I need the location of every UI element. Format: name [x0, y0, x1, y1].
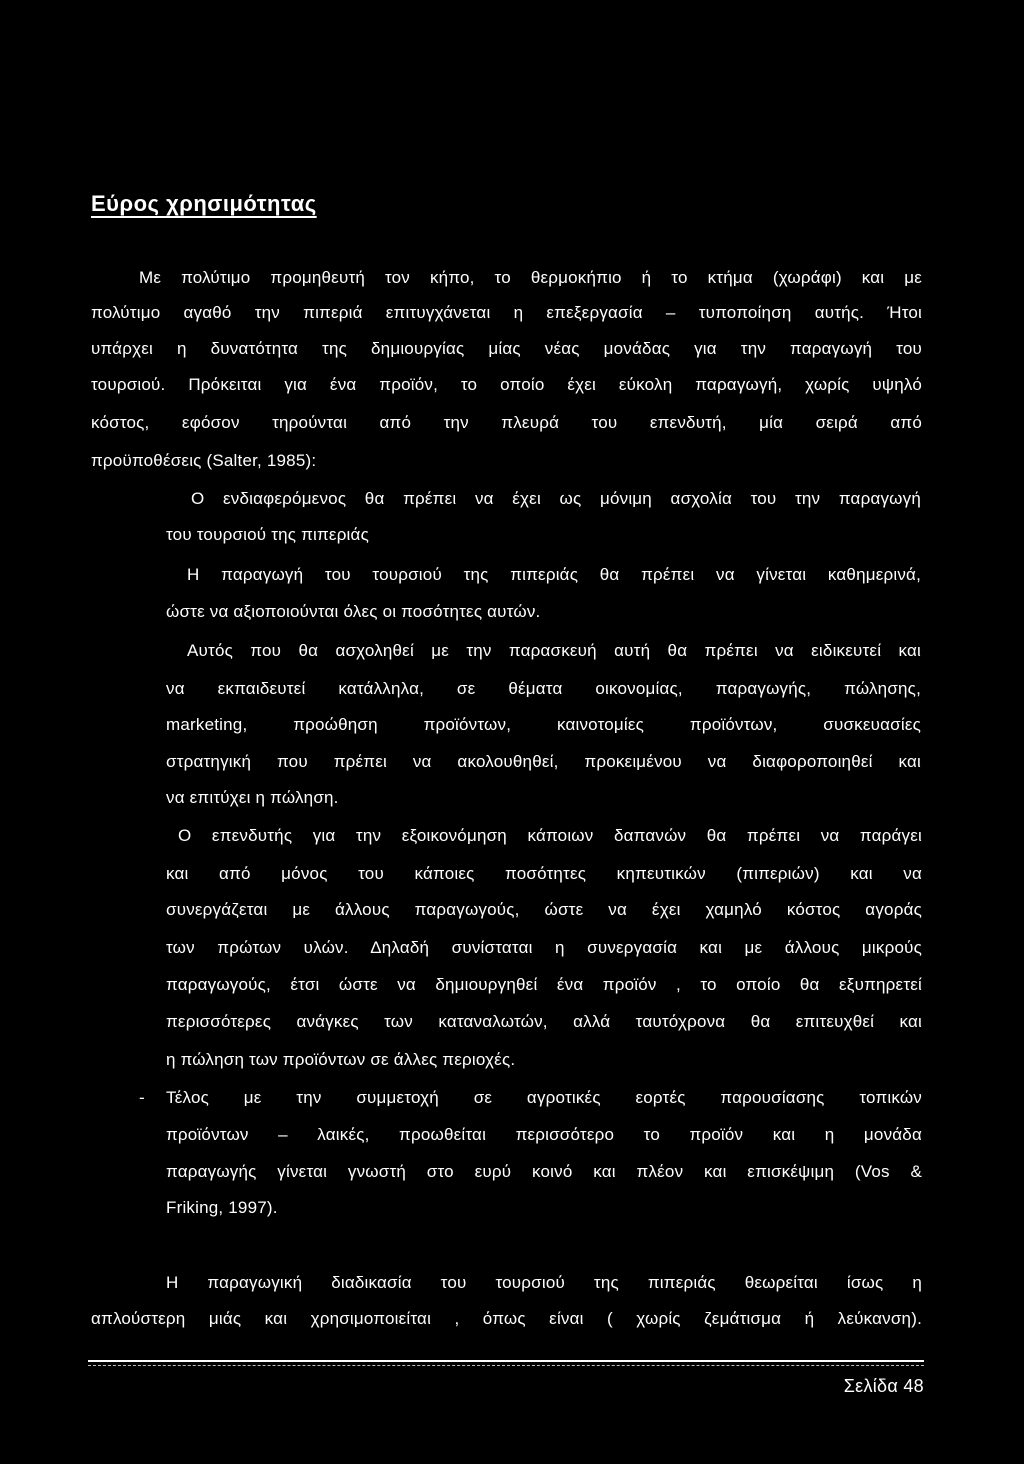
text-line: Τέλος με την συμμετοχή σε αγροτικές εορτές παρουσίασης τοπικών: [166, 1088, 922, 1107]
footer-rule: [88, 1360, 924, 1362]
section-title: Εύρος χρησιμότητας: [91, 191, 317, 216]
text-line: Ο ενδιαφερόμενος θα πρέπει να έχει ως μόνιμη ασχολία του την παραγωγή: [191, 489, 921, 508]
text-line: Η παραγωγή του τουρσιού της πιπεριάς θα πρέπει να γίνεται καθημερινά,: [187, 565, 921, 584]
list-bullet-dash: -: [139, 1088, 145, 1107]
text-line: παραγωγής γίνεται γνωστή στο ευρύ κοινό και πλέον και επισκέψιμη (Vos &: [166, 1162, 922, 1181]
text-line: marketing, προώθηση προϊόντων, καινοτομίες προϊόντων, συσκευασίες: [166, 715, 921, 734]
text-line: να εκπαιδευτεί κατάλληλα, σε θέματα οικονομίας, παραγωγής, πώλησης,: [166, 679, 921, 698]
text-line: Με πολύτιμο προμηθευτή τον κήπο, το θερμοκήπιο ή το κτήμα (χωράφι) και με: [139, 268, 922, 287]
text-line: παραγωγούς, έτσι ώστε να δημιουργηθεί ένα προϊόν , το οποίο θα εξυπηρετεί: [166, 975, 922, 994]
text-line: Friking, 1997).: [166, 1198, 278, 1217]
text-line: και από μόνος του κάποιες ποσότητες κηπευτικών (πιπεριών) και να: [166, 864, 922, 883]
text-line: Αυτός που θα ασχοληθεί με την παρασκευή αυτή θα πρέπει να ειδικευτεί και: [187, 641, 921, 660]
text-line: πολύτιμο αγαθό την πιπεριά επιτυγχάνεται η επεξεργασία – τυποποίηση αυτής. Ήτοι: [91, 303, 922, 322]
text-line: υπάρχει η δυνατότητα της δημιουργίας μίας νέας μονάδας για την παραγωγή του: [91, 339, 922, 358]
page-number: Σελίδα 48: [843, 1376, 924, 1396]
text-line: κόστος, εφόσον τηρούνται από την πλευρά του επενδυτή, μία σειρά από: [91, 413, 922, 432]
text-line: προϊόντων – λαικές, προωθείται περισσότερο το προϊόν και η μονάδα: [166, 1125, 922, 1144]
text-line: ώστε να αξιοποιούνται όλες οι ποσότητες αυτών.: [166, 602, 541, 621]
text-line: προϋποθέσεις (Salter, 1985):: [91, 451, 317, 470]
text-line: τουρσιού. Πρόκειται για ένα προϊόν, το οποίο έχει εύκολη παραγωγή, χωρίς υψηλό: [91, 375, 922, 394]
text-line: του τουρσιού της πιπεριάς: [166, 525, 369, 544]
text-line: περισσότερες ανάγκες των καταναλωτών, αλλά ταυτόχρονα θα επιτευχθεί και: [166, 1012, 922, 1031]
text-line: η πώληση των προϊόντων σε άλλες περιοχές.: [166, 1050, 516, 1069]
text-line: συνεργάζεται με άλλους παραγωγούς, ώστε να έχει χαμηλό κόστος αγοράς: [166, 900, 922, 919]
text-line: των πρώτων υλών. Δηλαδή συνίσταται η συνεργασία και με άλλους μικρούς: [166, 938, 922, 957]
text-line: απλούστερη μιάς και χρησιμοποιείται , όπως είναι ( χωρίς ζεμάτισμα ή λεύκανση).: [91, 1309, 922, 1328]
text-line: Η παραγωγική διαδικασία του τουρσιού της πιπεριάς θεωρείται ίσως η: [166, 1273, 922, 1292]
footer-rule-secondary: [88, 1365, 924, 1366]
text-line: Ο επενδυτής για την εξοικονόμηση κάποιων δαπανών θα πρέπει να παράγει: [178, 826, 922, 845]
text-line: στρατηγική που πρέπει να ακολουθηθεί, προκειμένου να διαφοροποιηθεί και: [166, 752, 921, 771]
text-line: να επιτύχει η πώληση.: [166, 788, 339, 807]
